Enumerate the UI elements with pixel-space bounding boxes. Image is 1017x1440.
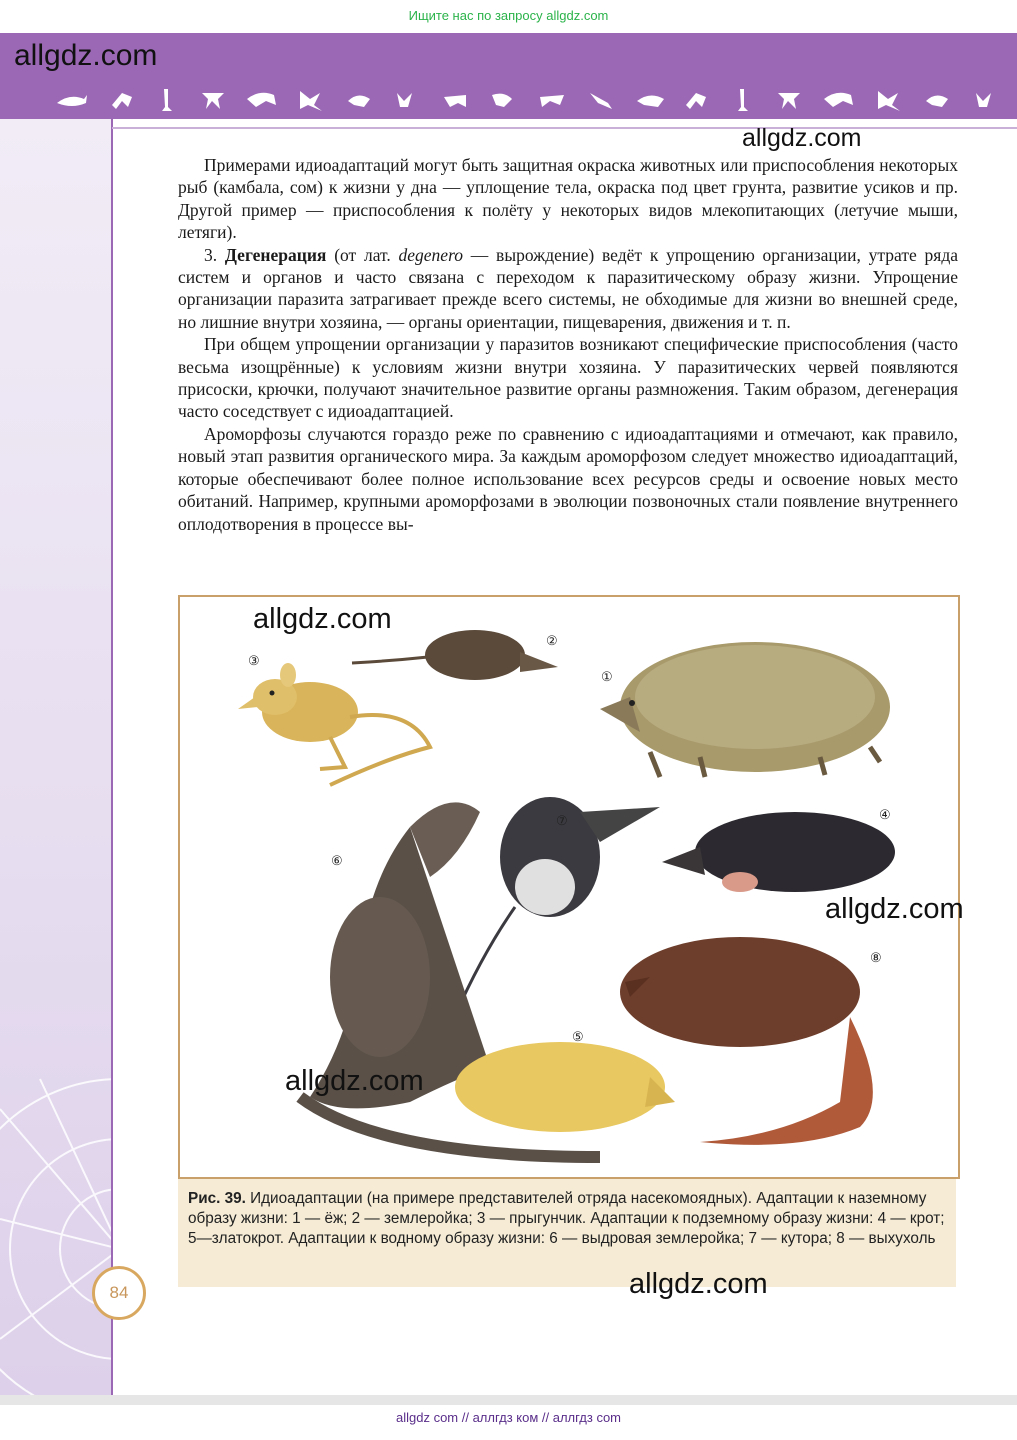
label-6: ⑥ [331, 853, 343, 868]
latin-term: degenero [398, 244, 463, 265]
paragraph-degeneration [178, 244, 958, 334]
paragraph: При общем упрощении организации у паразитов возникают специфические приспособления (часто весьма изощрённые) к условиям жизни внутри хозяина. У паразитических червей появляются присоски, крючки, получают значительное развитие органы размножения. Таким образом, дегенерация часто соседствует с идиоадаптацией. [178, 334, 958, 422]
animal-icon-row [57, 89, 991, 111]
top-rule-line [112, 127, 1017, 129]
animal-silhouettes-strip [52, 85, 1002, 115]
top-search-note: Ищите нас по запросу allgdz.com [408, 8, 609, 23]
item-number: 3. [204, 244, 218, 265]
caption-label: Рис. 39. [188, 1190, 246, 1207]
watermark: allgdz.com [742, 124, 862, 152]
watermark: allgdz.com [629, 1268, 768, 1300]
page-number: 84 [92, 1266, 146, 1320]
figure-caption [178, 1179, 956, 1287]
text-fragment: (от лат. [326, 244, 399, 265]
jumping-shrew-image [238, 663, 430, 785]
watermark: allgdz.com [285, 1065, 424, 1097]
mole-image [662, 812, 895, 892]
footer-band [0, 1395, 1017, 1405]
header-banner [0, 33, 1017, 119]
paragraph: Ароморфозы случаются гораздо реже по сравнению с идиоадаптациями и отмечают, как правило, новый этап развития органического мира. За каждым ароморфозом следует множество идиоадаптаций, которые обеспечивают более полное использование всех ресурсов среды и освоение новых место обитаний. Например, крупными ароморфозами в эволюции позвоночных стали появление внутреннего оплодотворения в процессе вы- [178, 423, 958, 534]
label-1: ① [601, 669, 613, 684]
paragraph: Примерами идиоадаптаций могут быть защитная окраска животных или приспособления некоторых рыб (камбала, сом) к жизни у дна — уплощение тела, окраска под цвет грунта, развитие усиков и пр. Другой пример — приспособления к полёту у некоторых видов млекопитающих (летучие мыши, летяги). [178, 155, 958, 243]
caption-text: Идиоадаптации (на примере представителей отряда насекомоядных). Адаптации к наземному образу жизни: 1 — ёж; 2 — землеройка; 3 — прыгунчик. Адаптации к подземному образу жизни: 4 — крот; 5—златокрот. Адаптации к водному образу жизни: 6 — выдровая землеройка; 7 — кутора; 8 — выхухоль [188, 1190, 945, 1247]
label-5: ⑤ [572, 1029, 584, 1044]
label-7: ⑦ [556, 813, 568, 828]
label-2: ② [546, 633, 558, 648]
label-8: ⑧ [870, 950, 882, 965]
footer-links: allgdz com // аллгдз ком // аллгдз com [395, 1410, 622, 1425]
text-fragment: — вырождение) ведёт к упрощению организации, утрате ряда систем и органов и часто связана с переходом к паразитическому образу жизни. Упрощение организации паразита затрагивает прежде всего системы, не обходимые для жизни во внешней среде, но лишние внутри хозяина, — органы ориентации, пищеварения, движения и т. п. [178, 244, 959, 332]
body-text [178, 154, 958, 535]
label-3: ③ [248, 653, 260, 668]
label-4: ④ [879, 807, 891, 822]
banner-site-name: allgdz.com [14, 39, 158, 72]
sidebar-spiral-decoration [0, 119, 112, 1395]
term-degeneration: Дегенерация [224, 244, 327, 265]
left-decorative-margin [0, 119, 112, 1395]
watermark: allgdz.com [825, 893, 964, 925]
shrew-image [352, 630, 558, 680]
desman-image [620, 937, 873, 1145]
hedgehog-image [600, 642, 890, 777]
golden-mole-image [455, 1042, 675, 1132]
margin-divider-line [111, 119, 113, 1395]
watermark: allgdz.com [253, 603, 392, 635]
